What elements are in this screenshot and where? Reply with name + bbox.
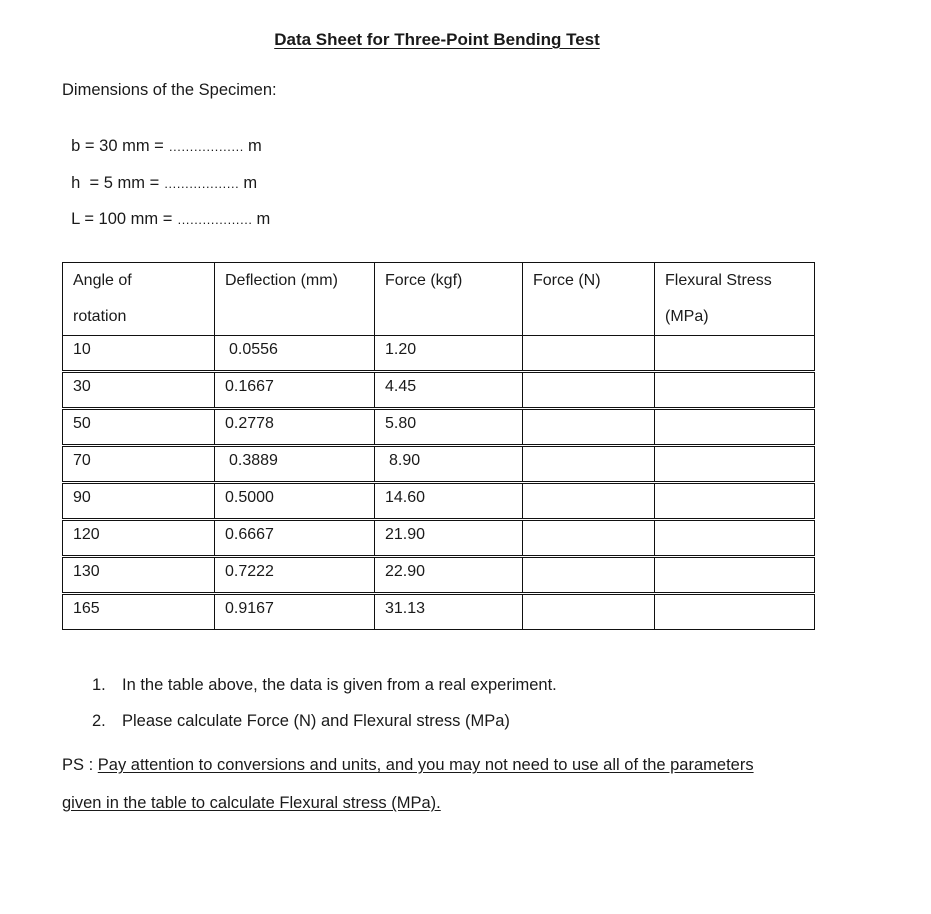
dimension-h [62, 155, 257, 193]
cell-deflection: 0.1667 [215, 372, 375, 409]
note-item: 1. In the table above, the data is given from a real experiment. [92, 676, 557, 694]
cell-flexural-stress [655, 520, 815, 557]
cell-force-kgf: 14.60 [375, 483, 523, 520]
cell-force-n [523, 594, 655, 630]
dimension-l [62, 191, 270, 229]
header-force-n: Force (N) [523, 263, 655, 336]
dimension-l-text: L = 100 mm = [71, 210, 177, 228]
table-row [63, 594, 815, 630]
dimension-l-blank: ……………… [176, 212, 252, 227]
cell-angle: 165 [63, 594, 215, 630]
cell-flexural-stress [655, 409, 815, 446]
dimension-l-unit: m [251, 210, 271, 228]
dimension-b-blank: ……………… [168, 139, 244, 154]
dimension-h-text: h = 5 mm = [71, 174, 164, 192]
ps-note [62, 746, 762, 822]
table-row [63, 557, 815, 594]
cell-force-kgf: 31.13 [375, 594, 523, 630]
note-item: 2. Please calculate Force (N) and Flexural stress (MPa) [92, 712, 510, 730]
cell-force-n [523, 409, 655, 446]
cell-angle: 10 [63, 336, 215, 372]
cell-flexural-stress [655, 446, 815, 483]
dimension-b-text: b = 30 mm = [71, 137, 169, 155]
cell-force-n [523, 557, 655, 594]
table-row [63, 446, 815, 483]
cell-force-n [523, 372, 655, 409]
table-row [63, 336, 815, 372]
cell-flexural-stress [655, 336, 815, 372]
cell-deflection: 0.9167 [215, 594, 375, 630]
cell-force-kgf: 4.45 [375, 372, 523, 409]
table-row [63, 520, 815, 557]
cell-flexural-stress [655, 483, 815, 520]
dimension-b-unit: m [243, 137, 262, 155]
header-angle: Angle of rotation [63, 263, 215, 336]
cell-deflection: 0.5000 [215, 483, 375, 520]
page-title: Data Sheet for Three-Point Bending Test [274, 30, 600, 49]
cell-force-kgf: 22.90 [375, 557, 523, 594]
cell-flexural-stress [655, 594, 815, 630]
table-row [63, 372, 815, 409]
cell-deflection: 0.2778 [215, 409, 375, 446]
table-header-row [63, 263, 815, 336]
cell-force-kgf: 8.90 [375, 446, 523, 483]
cell-angle: 30 [63, 372, 215, 409]
cell-force-kgf: 5.80 [375, 409, 523, 446]
header-flexural-stress: Flexural Stress (MPa) [655, 263, 815, 336]
dimension-h-unit: m [238, 174, 258, 192]
cell-deflection: 0.0556 [215, 336, 375, 372]
cell-deflection: 0.3889 [215, 446, 375, 483]
cell-force-n [523, 446, 655, 483]
data-table [62, 262, 815, 630]
header-deflection: Deflection (mm) [215, 263, 375, 336]
dimension-h-blank: ……………… [163, 176, 239, 191]
header-force-kgf: Force (kgf) [375, 263, 523, 336]
cell-force-n [523, 336, 655, 372]
cell-deflection: 0.7222 [215, 557, 375, 594]
ps-prefix: PS : [62, 756, 98, 774]
notes-list [92, 672, 557, 744]
ps-text: Pay attention to conversions and units, and you may not need to use all of the parameters given in the table to calculate Flexural stress (MPa). [62, 756, 754, 812]
table-row [63, 409, 815, 446]
cell-angle: 70 [63, 446, 215, 483]
cell-angle: 50 [63, 409, 215, 446]
dimension-b [62, 118, 262, 156]
cell-force-n [523, 483, 655, 520]
cell-angle: 90 [63, 483, 215, 520]
table-row [63, 483, 815, 520]
cell-angle: 120 [63, 520, 215, 557]
cell-deflection: 0.6667 [215, 520, 375, 557]
cell-flexural-stress [655, 372, 815, 409]
cell-angle: 130 [63, 557, 215, 594]
cell-force-n [523, 520, 655, 557]
dimensions-heading: Dimensions of the Specimen: [62, 81, 277, 99]
cell-flexural-stress [655, 557, 815, 594]
cell-force-kgf: 21.90 [375, 520, 523, 557]
cell-force-kgf: 1.20 [375, 336, 523, 372]
